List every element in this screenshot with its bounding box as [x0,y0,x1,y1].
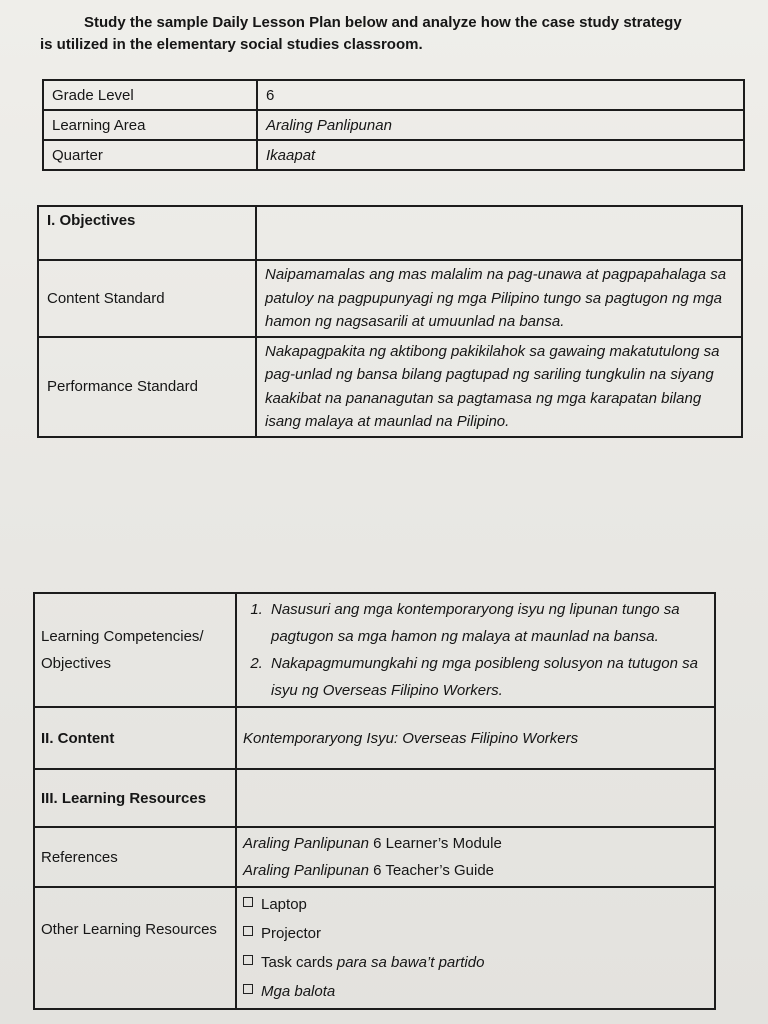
objectives-empty-cell [256,206,742,260]
table-row [38,260,742,337]
reference-title: Araling Panlipunan [243,835,369,852]
objectives-table [37,205,743,438]
table-row [38,206,742,260]
lesson-details-table [33,592,716,1010]
resource-item: Laptop [243,890,708,919]
objectives-heading: I. Objectives [38,206,256,260]
competency-item: 1. Nasusuri ang mga kontemporaryong isyu ng lipunan tungo sa pagtugon sa mga hamon ng malaya at maunlad na bansa. [267,596,708,650]
learning-area-value: Araling Panlipunan [257,110,744,140]
reference-suffix: 6 Teacher’s Guide [368,862,495,879]
table-row [34,827,715,887]
learning-resources-label: III. Learning Resources [34,769,236,827]
quarter-value: Ikaapat [257,140,744,170]
reference-item [243,830,708,857]
checkbox-icon [243,955,253,965]
table-row [34,769,715,827]
table-row [34,887,715,1009]
content-standard-text: Naipamamalas ang mas malalim na pag-unawa at pagpapahalaga sa patuloy na pagpupunyagi ng mga Pilipino tungo sa pagtugon ng mga hamon ng nagsasarili at umuunlad na bansa. [256,260,742,337]
references-cell [236,827,715,887]
content-label: II. Content [34,707,236,769]
intro-instructions [40,12,755,56]
table-row [34,593,715,707]
resource-item: Projector [243,919,708,948]
intro-line-1: Study the sample Daily Lesson Plan below and analyze how the case study strategy [84,14,682,31]
table-row [34,707,715,769]
table-row [43,110,744,140]
checkbox-icon [243,897,253,907]
table-row [43,80,744,110]
quarter-label: Quarter [43,140,257,170]
reference-item [243,857,708,884]
grade-level-label: Grade Level [43,80,257,110]
lesson-info-table [42,79,745,171]
checkbox-icon [243,984,253,994]
resource-item: Task cards para sa bawa’t partido [243,948,708,977]
performance-standard-label: Performance Standard [38,337,256,437]
grade-level-value: 6 [257,80,744,110]
content-standard-label: Content Standard [38,260,256,337]
intro-line-2: is utilized in the elementary social studies classroom. [40,36,423,53]
other-resources-cell [236,887,715,1009]
competency-item: 2. Nakapagmumungkahi ng mga posibleng solusyon na tutugon sa isyu ng Overseas Filipino Workers. [267,650,708,704]
reference-title: Araling Panlipunan [243,862,369,879]
performance-standard-text: Nakapagpakita ng aktibong pakikilahok sa gawaing makatutulong sa pag-unlad ng bansa bilang pagtupad ng sariling tungkulin na siyang kaakibat na pananagutan sa pagtamasa ng mga karapatan bilang isang malaya at maunlad na Pilipino. [256,337,742,437]
competencies-cell [236,593,715,707]
references-label: References [34,827,236,887]
table-row [43,140,744,170]
content-value: Kontemporaryong Isyu: Overseas Filipino Workers [236,707,715,769]
other-resources-label: Other Learning Resources [34,887,236,1009]
learning-area-label: Learning Area [43,110,257,140]
checkbox-icon [243,926,253,936]
learning-resources-empty-cell [236,769,715,827]
reference-suffix: 6 Learner’s Module [368,835,502,852]
competencies-label: Learning Competencies/ Objectives [34,593,236,707]
resource-item: Mga balota [243,977,708,1006]
competencies-list [243,596,708,704]
table-row [38,337,742,437]
